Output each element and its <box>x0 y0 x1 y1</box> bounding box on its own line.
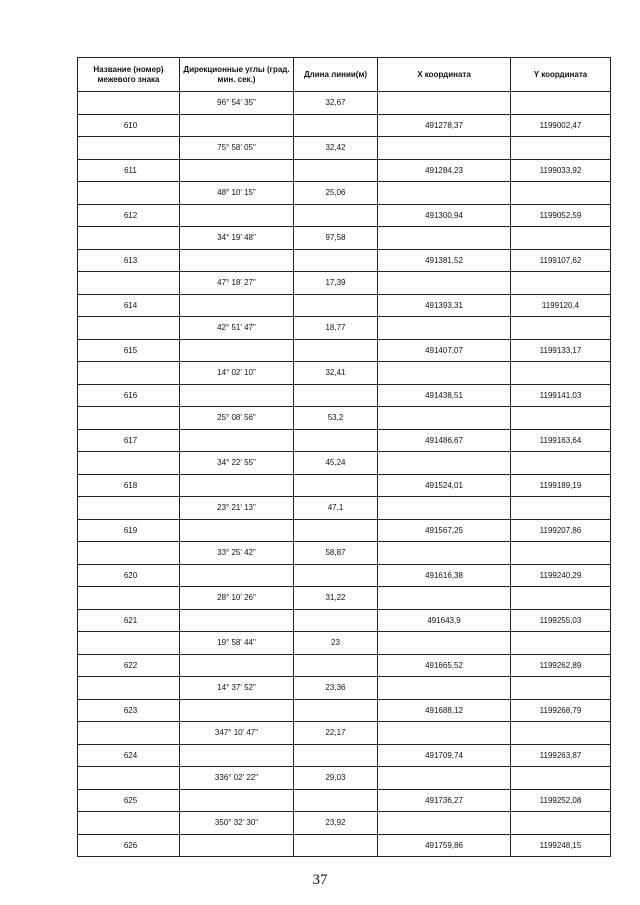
direction-angle-cell <box>180 474 294 497</box>
x-coordinate-cell: 491278,37 <box>378 114 511 137</box>
marker-name-cell: 611 <box>78 159 180 182</box>
y-coordinate-cell: 1199252,08 <box>511 789 611 812</box>
marker-name-cell: 610 <box>78 114 180 137</box>
y-coordinate-cell: 1199120,4 <box>511 294 611 317</box>
marker-name-cell <box>78 272 180 295</box>
marker-name-cell <box>78 137 180 160</box>
y-coordinate-cell <box>511 182 611 205</box>
table-row <box>78 654 611 677</box>
x-coordinate-cell: 491567,25 <box>378 519 511 542</box>
direction-angle-cell <box>180 654 294 677</box>
x-coordinate-cell: 491438,51 <box>378 384 511 407</box>
x-coordinate-cell <box>378 677 511 700</box>
line-length-cell <box>294 474 378 497</box>
table-row <box>78 519 611 542</box>
direction-angle-cell <box>180 204 294 227</box>
y-coordinate-cell <box>511 362 611 385</box>
line-length-cell <box>294 294 378 317</box>
direction-angle-cell: 48° 10' 15" <box>180 182 294 205</box>
marker-name-cell: 615 <box>78 339 180 362</box>
marker-name-cell: 623 <box>78 699 180 722</box>
marker-name-cell <box>78 632 180 655</box>
table-row <box>78 272 611 295</box>
x-coordinate-cell <box>378 452 511 475</box>
x-coordinate-cell <box>378 632 511 655</box>
line-length-cell <box>294 834 378 857</box>
marker-name-cell: 613 <box>78 249 180 272</box>
x-coordinate-cell: 491759,86 <box>378 834 511 857</box>
direction-angle-cell <box>180 834 294 857</box>
table-row <box>78 744 611 767</box>
x-coordinate-cell: 491393,31 <box>378 294 511 317</box>
x-coordinate-cell <box>378 182 511 205</box>
line-length-cell <box>294 114 378 137</box>
header-marker-name: Название (номер) межевого знака <box>78 58 180 92</box>
x-coordinate-cell <box>378 542 511 565</box>
direction-angle-cell: 34° 19' 48" <box>180 227 294 250</box>
direction-angle-cell: 33° 25' 42" <box>180 542 294 565</box>
table-row <box>78 92 611 115</box>
y-coordinate-cell <box>511 452 611 475</box>
marker-name-cell <box>78 452 180 475</box>
direction-angle-cell: 14° 37' 52" <box>180 677 294 700</box>
y-coordinate-cell <box>511 137 611 160</box>
table-row <box>78 677 611 700</box>
marker-name-cell <box>78 767 180 790</box>
direction-angle-cell <box>180 114 294 137</box>
direction-angle-cell <box>180 699 294 722</box>
direction-angle-cell <box>180 429 294 452</box>
table-row <box>78 227 611 250</box>
marker-name-cell: 619 <box>78 519 180 542</box>
x-coordinate-cell: 491524,01 <box>378 474 511 497</box>
line-length-cell: 25,06 <box>294 182 378 205</box>
table-row <box>78 384 611 407</box>
line-length-cell: 22,17 <box>294 722 378 745</box>
y-coordinate-cell <box>511 677 611 700</box>
line-length-cell: 58,87 <box>294 542 378 565</box>
line-length-cell <box>294 339 378 362</box>
marker-name-cell <box>78 812 180 835</box>
y-coordinate-cell <box>511 317 611 340</box>
table-row <box>78 294 611 317</box>
direction-angle-cell <box>180 159 294 182</box>
marker-name-cell <box>78 227 180 250</box>
table-row <box>78 632 611 655</box>
marker-name-cell <box>78 677 180 700</box>
x-coordinate-cell <box>378 767 511 790</box>
line-length-cell: 53,2 <box>294 407 378 430</box>
x-coordinate-cell <box>378 272 511 295</box>
y-coordinate-cell <box>511 587 611 610</box>
x-coordinate-cell: 491688,12 <box>378 699 511 722</box>
line-length-cell: 29,03 <box>294 767 378 790</box>
direction-angle-cell: 350° 32' 30" <box>180 812 294 835</box>
x-coordinate-cell <box>378 137 511 160</box>
line-length-cell <box>294 654 378 677</box>
direction-angle-cell <box>180 384 294 407</box>
direction-angle-cell <box>180 609 294 632</box>
header-line-length: Длина линии(м) <box>294 58 378 92</box>
table-row <box>78 407 611 430</box>
boundary-coordinates-table <box>77 57 611 857</box>
line-length-cell <box>294 699 378 722</box>
table-row <box>78 137 611 160</box>
direction-angle-cell: 75° 58' 05" <box>180 137 294 160</box>
direction-angle-cell: 28° 10' 26" <box>180 587 294 610</box>
header-direction-angle: Дирекционные углы (град. мин. сек.) <box>180 58 294 92</box>
table-row <box>78 497 611 520</box>
line-length-cell: 32,41 <box>294 362 378 385</box>
direction-angle-cell: 34° 22' 55" <box>180 452 294 475</box>
direction-angle-cell: 347° 10' 47" <box>180 722 294 745</box>
y-coordinate-cell: 1199248,15 <box>511 834 611 857</box>
y-coordinate-cell: 1199002,47 <box>511 114 611 137</box>
x-coordinate-cell <box>378 227 511 250</box>
header-y-coordinate: Y координата <box>511 58 611 92</box>
line-length-cell <box>294 429 378 452</box>
line-length-cell <box>294 204 378 227</box>
line-length-cell: 23,92 <box>294 812 378 835</box>
direction-angle-cell: 23° 21' 13" <box>180 497 294 520</box>
y-coordinate-cell: 1199240,29 <box>511 564 611 587</box>
x-coordinate-cell: 491407,07 <box>378 339 511 362</box>
marker-name-cell <box>78 587 180 610</box>
direction-angle-cell <box>180 564 294 587</box>
marker-name-cell: 626 <box>78 834 180 857</box>
marker-name-cell: 625 <box>78 789 180 812</box>
y-coordinate-cell <box>511 542 611 565</box>
direction-angle-cell: 25° 08' 56" <box>180 407 294 430</box>
y-coordinate-cell <box>511 632 611 655</box>
y-coordinate-cell <box>511 812 611 835</box>
page-number: 37 <box>312 872 328 888</box>
direction-angle-cell <box>180 519 294 542</box>
x-coordinate-cell <box>378 722 511 745</box>
table-header-row <box>78 58 611 92</box>
line-length-cell: 32,67 <box>294 92 378 115</box>
marker-name-cell <box>78 182 180 205</box>
table-row <box>78 204 611 227</box>
table-row <box>78 114 611 137</box>
header-x-coordinate: X координата <box>378 58 511 92</box>
line-length-cell <box>294 249 378 272</box>
x-coordinate-cell <box>378 317 511 340</box>
marker-name-cell: 618 <box>78 474 180 497</box>
line-length-cell: 32,42 <box>294 137 378 160</box>
line-length-cell <box>294 789 378 812</box>
table-row <box>78 429 611 452</box>
table-row <box>78 362 611 385</box>
x-coordinate-cell <box>378 407 511 430</box>
y-coordinate-cell: 1199207,86 <box>511 519 611 542</box>
y-coordinate-cell: 1199052,59 <box>511 204 611 227</box>
marker-name-cell: 617 <box>78 429 180 452</box>
marker-name-cell: 616 <box>78 384 180 407</box>
marker-name-cell: 622 <box>78 654 180 677</box>
marker-name-cell <box>78 92 180 115</box>
line-length-cell <box>294 159 378 182</box>
y-coordinate-cell <box>511 722 611 745</box>
direction-angle-cell: 19° 58' 44" <box>180 632 294 655</box>
direction-angle-cell: 14° 02' 10" <box>180 362 294 385</box>
x-coordinate-cell <box>378 497 511 520</box>
x-coordinate-cell <box>378 362 511 385</box>
line-length-cell <box>294 519 378 542</box>
x-coordinate-cell: 491486,67 <box>378 429 511 452</box>
line-length-cell: 97,58 <box>294 227 378 250</box>
marker-name-cell <box>78 362 180 385</box>
direction-angle-cell <box>180 339 294 362</box>
line-length-cell: 23 <box>294 632 378 655</box>
y-coordinate-cell <box>511 497 611 520</box>
x-coordinate-cell: 491643,9 <box>378 609 511 632</box>
marker-name-cell: 614 <box>78 294 180 317</box>
x-coordinate-cell: 491736,27 <box>378 789 511 812</box>
line-length-cell: 18,77 <box>294 317 378 340</box>
line-length-cell: 47,1 <box>294 497 378 520</box>
table-row <box>78 249 611 272</box>
table-row <box>78 339 611 362</box>
table-body <box>78 92 611 857</box>
marker-name-cell <box>78 317 180 340</box>
y-coordinate-cell: 1199133,17 <box>511 339 611 362</box>
marker-name-cell <box>78 542 180 565</box>
direction-angle-cell <box>180 249 294 272</box>
marker-name-cell <box>78 407 180 430</box>
line-length-cell <box>294 564 378 587</box>
direction-angle-cell <box>180 744 294 767</box>
y-coordinate-cell <box>511 767 611 790</box>
table-row <box>78 789 611 812</box>
table-row <box>78 812 611 835</box>
y-coordinate-cell: 1199255,03 <box>511 609 611 632</box>
y-coordinate-cell <box>511 227 611 250</box>
direction-angle-cell: 47° 18' 27" <box>180 272 294 295</box>
y-coordinate-cell <box>511 407 611 430</box>
line-length-cell <box>294 609 378 632</box>
x-coordinate-cell: 491616,38 <box>378 564 511 587</box>
y-coordinate-cell <box>511 92 611 115</box>
table-row <box>78 452 611 475</box>
line-length-cell: 23,36 <box>294 677 378 700</box>
table-row <box>78 722 611 745</box>
direction-angle-cell <box>180 294 294 317</box>
table-row <box>78 159 611 182</box>
y-coordinate-cell: 1199189,19 <box>511 474 611 497</box>
line-length-cell: 45,24 <box>294 452 378 475</box>
direction-angle-cell <box>180 789 294 812</box>
line-length-cell: 17,39 <box>294 272 378 295</box>
table-row <box>78 564 611 587</box>
y-coordinate-cell <box>511 272 611 295</box>
line-length-cell: 31,22 <box>294 587 378 610</box>
line-length-cell <box>294 384 378 407</box>
table-row <box>78 834 611 857</box>
x-coordinate-cell: 491709,74 <box>378 744 511 767</box>
x-coordinate-cell <box>378 587 511 610</box>
direction-angle-cell: 336° 02' 22" <box>180 767 294 790</box>
x-coordinate-cell: 491284,23 <box>378 159 511 182</box>
y-coordinate-cell: 1199107,62 <box>511 249 611 272</box>
table-row <box>78 474 611 497</box>
direction-angle-cell: 96° 54' 35" <box>180 92 294 115</box>
line-length-cell <box>294 744 378 767</box>
y-coordinate-cell: 1199262,89 <box>511 654 611 677</box>
marker-name-cell <box>78 497 180 520</box>
table-row <box>78 609 611 632</box>
direction-angle-cell: 42° 51' 47" <box>180 317 294 340</box>
y-coordinate-cell: 1199263,87 <box>511 744 611 767</box>
marker-name-cell: 624 <box>78 744 180 767</box>
marker-name-cell: 620 <box>78 564 180 587</box>
marker-name-cell: 612 <box>78 204 180 227</box>
x-coordinate-cell <box>378 92 511 115</box>
table-row <box>78 767 611 790</box>
x-coordinate-cell: 491300,94 <box>378 204 511 227</box>
marker-name-cell <box>78 722 180 745</box>
x-coordinate-cell: 491381,52 <box>378 249 511 272</box>
table-row <box>78 587 611 610</box>
y-coordinate-cell: 1199033,92 <box>511 159 611 182</box>
x-coordinate-cell <box>378 812 511 835</box>
marker-name-cell: 621 <box>78 609 180 632</box>
table-row <box>78 542 611 565</box>
y-coordinate-cell: 1199268,79 <box>511 699 611 722</box>
table-row <box>78 182 611 205</box>
x-coordinate-cell: 491665,52 <box>378 654 511 677</box>
y-coordinate-cell: 1199141,03 <box>511 384 611 407</box>
table-row <box>78 699 611 722</box>
table-row <box>78 317 611 340</box>
y-coordinate-cell: 1199163,64 <box>511 429 611 452</box>
